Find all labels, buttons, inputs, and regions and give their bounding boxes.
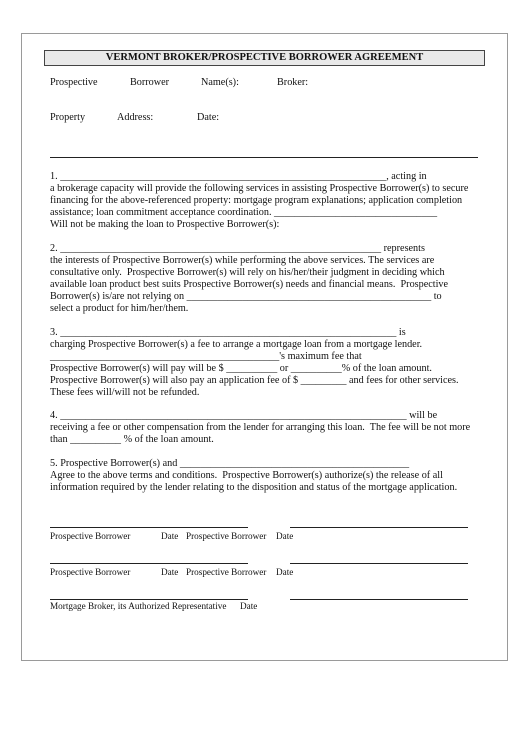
s5-line1: 5. Prospective Borrower(s) and _____________________________________________	[50, 458, 410, 469]
s2-line2: the interests of Prospective Borrower(s) while performing the above services. The services are	[50, 255, 435, 266]
s4-line2: receiving a fee or other compensation from the lender for arranging this loan. The fee will be not more	[50, 422, 471, 433]
s3-line1: 3. __________________________________________________________________ is	[50, 327, 406, 338]
form-title: VERMONT BROKER/PROSPECTIVE BORROWER AGREEMENT	[44, 50, 485, 66]
signature-line[interactable]	[50, 563, 248, 564]
signature-label: Prospective Borrower	[186, 531, 267, 541]
s4-receiving-blank[interactable]: ____________________________________________________________________	[60, 410, 407, 421]
header-rule	[50, 157, 478, 158]
s3-line6: These fees will/will not be refunded.	[50, 387, 200, 398]
signature-line[interactable]	[290, 527, 468, 528]
s3-line3: _____________________________________________'s maximum fee that	[50, 351, 362, 362]
s3-max-fee-blank[interactable]: _____________________________________________	[50, 351, 280, 362]
date-label: Date	[276, 531, 294, 541]
date-label: Date	[161, 531, 179, 541]
s3-line5[interactable]: Prospective Borrower(s) will also pay an application fee of $ _________ and fees for other services.	[50, 375, 459, 386]
names-label: Name(s):	[201, 77, 239, 88]
signature-label: Prospective Borrower	[186, 567, 267, 577]
s1-services-blank[interactable]: ________________________________	[274, 207, 438, 218]
date-label: Date:	[197, 112, 220, 123]
s3-line4[interactable]: Prospective Borrower(s) will pay will be $ __________ or __________% of the loan amount.	[50, 363, 432, 374]
s1-line3: financing for the above-referenced property: mortgage program explanations; application completion	[50, 195, 463, 206]
signature-line[interactable]	[50, 599, 248, 600]
s2-not-relying-blank[interactable]: ________________________________________________	[186, 291, 432, 302]
s2-represents-blank[interactable]: _______________________________________________________________	[60, 243, 382, 254]
s2-line3: consultative only. Prospective Borrower(s) will rely on his/her/their judgment in deciding which	[50, 267, 445, 278]
property-label: Property	[50, 112, 86, 123]
s1-service-provider-blank[interactable]: ________________________________________________________________	[60, 171, 387, 182]
s3-charging-blank[interactable]: __________________________________________________________________	[60, 327, 397, 338]
signature-line[interactable]	[290, 563, 468, 564]
date-label: Date	[161, 567, 179, 577]
s4-line3[interactable]: than __________ % of the loan amount.	[50, 434, 214, 445]
signature-line[interactable]	[50, 527, 248, 528]
s5-line3: information required by the lender relating to the disposition and status of the mortgage application.	[50, 482, 458, 493]
prospective-label: Prospective	[50, 77, 98, 88]
signature-label: Prospective Borrower	[50, 531, 131, 541]
broker-label: Broker:	[277, 77, 309, 88]
s4-line1: 4. ____________________________________________________________________ will be	[50, 410, 438, 421]
signature-label: Prospective Borrower	[50, 567, 131, 577]
s2-line4: available loan product best suits Prospective Borrower(s) needs and financial means. Prospective	[50, 279, 449, 290]
s2-line5: Borrower(s) is/are not relying on ________________________________________________ to	[50, 291, 442, 302]
s2-line6: select a product for him/her/them.	[50, 303, 189, 314]
s1-line5: Will not be making the loan to Prospective Borrower(s):	[50, 219, 280, 230]
date-label: Date	[240, 601, 258, 611]
s3-line2: charging Prospective Borrower(s) a fee to arrange a mortgage loan from a mortgage lender.	[50, 339, 423, 350]
s1-line2: a brokerage capacity will provide the following services in assisting Prospective Borrower(s) to secure	[50, 183, 469, 194]
borrower-label: Borrower	[130, 77, 170, 88]
date-label: Date	[276, 567, 294, 577]
s2-line1: 2. _______________________________________________________________ represents	[50, 243, 425, 254]
s5-line2: Agree to the above terms and conditions. Prospective Borrower(s) authorize(s) the release of all	[50, 470, 443, 481]
s5-broker-blank[interactable]: _____________________________________________	[179, 458, 410, 469]
broker-signature-label: Mortgage Broker, its Authorized Representative	[50, 601, 227, 611]
s1-line1: 1. ________________________________________________________________, acting in	[50, 171, 427, 182]
address-label: Address:	[117, 112, 154, 123]
signature-line[interactable]	[290, 599, 468, 600]
s1-line4: assistance; loan commitment acceptance coordination. ________________________________	[50, 207, 438, 218]
